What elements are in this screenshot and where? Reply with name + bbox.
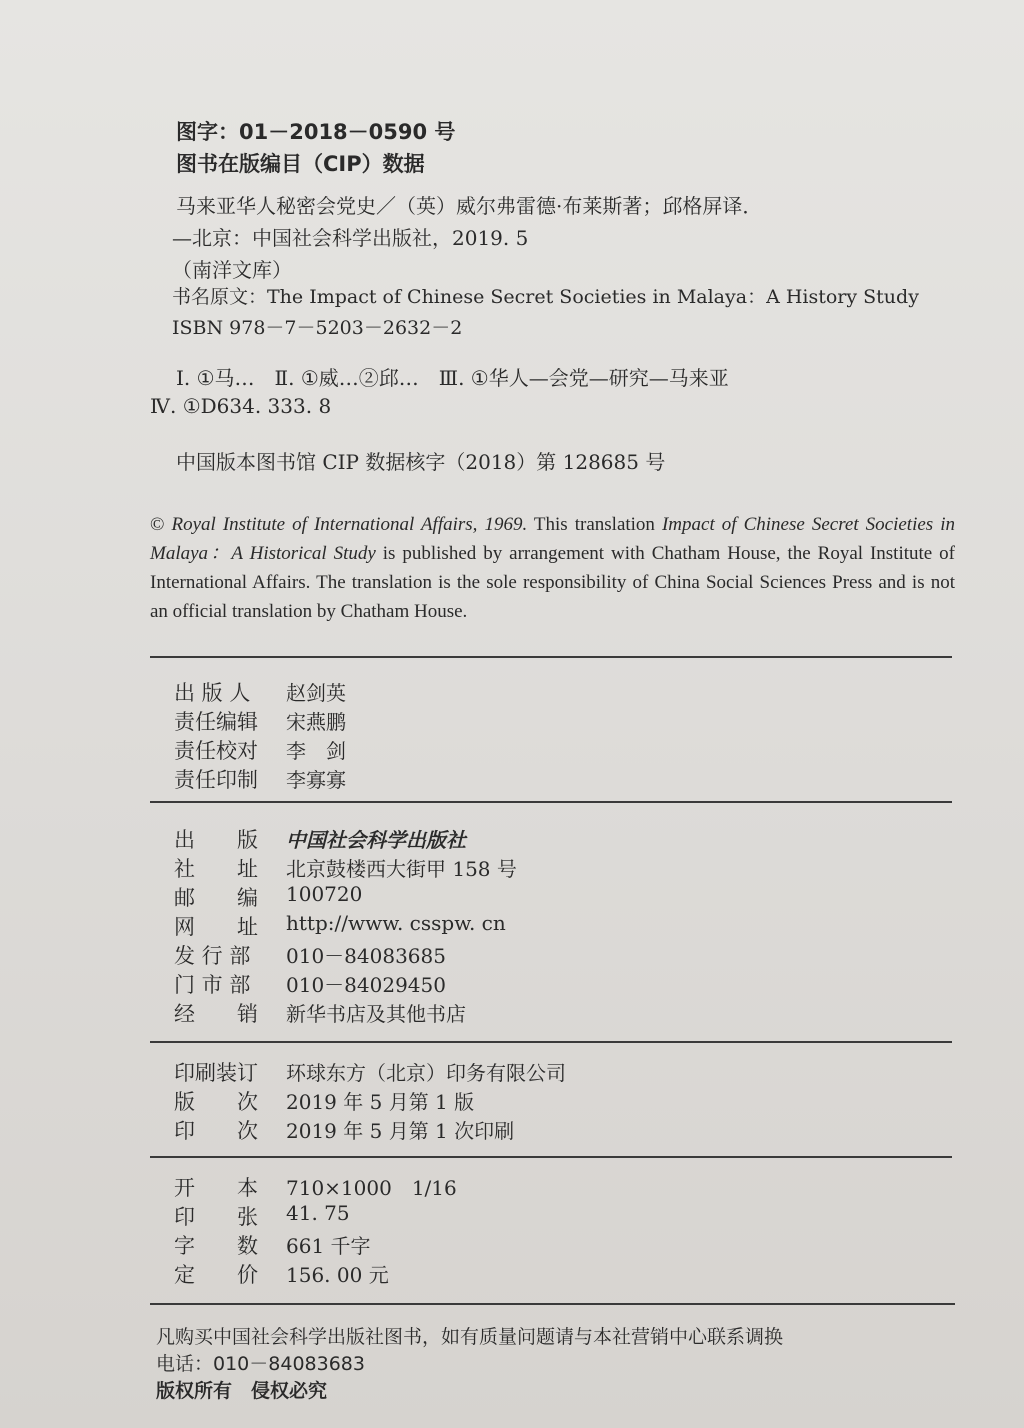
publisher-label: 邮 编 xyxy=(174,886,258,910)
isbn-line: ISBN 978－7－5203－2632－2 xyxy=(172,317,463,339)
copyright-notice xyxy=(150,510,955,626)
publisher-label: 出 版 xyxy=(174,828,258,852)
staff-label: 出 版 人 xyxy=(174,681,251,705)
cip-original-title-line: 书名原文：The Impact of Chinese Secret Societies in Malaya：A History Study xyxy=(172,286,919,308)
spec-label: 开 本 xyxy=(174,1176,258,1200)
divider-1 xyxy=(150,656,952,658)
service-phone: 电话：010－84083683 xyxy=(156,1353,365,1375)
printing-value: 环球东方（北京）印务有限公司 xyxy=(286,1061,566,1085)
divider-2 xyxy=(150,801,952,803)
spec-value: 710×1000 1/16 xyxy=(286,1176,457,1200)
publisher-value: 新华书店及其他书店 xyxy=(286,1002,466,1026)
printing-label: 印刷装订 xyxy=(174,1061,258,1085)
publisher-value: 100720 xyxy=(286,882,363,906)
printing-value: 2019 年 5 月第 1 版 xyxy=(286,1090,475,1114)
cip-series-line: （南洋文库） xyxy=(172,258,292,282)
staff-value: 宋燕鹏 xyxy=(286,710,346,734)
spec-value: 41. 75 xyxy=(286,1201,350,1225)
publisher-label: 社 址 xyxy=(174,857,258,881)
classification-line-1: Ⅰ. ①马… Ⅱ. ①威…②邱… Ⅲ. ①华人—会党—研究—马来亚 xyxy=(176,366,729,390)
cip-publisher-line: —北京：中国社会科学出版社，2019. 5 xyxy=(172,226,529,250)
publisher-label: 经 销 xyxy=(174,1002,258,1026)
publisher-value: 010－84029450 xyxy=(286,973,446,997)
divider-3 xyxy=(150,1041,952,1043)
publisher-website: http://www. csspw. cn xyxy=(286,911,506,935)
staff-label: 责任印制 xyxy=(174,768,258,792)
permit-number: 图字：01－2018－0590 号 xyxy=(176,120,456,144)
publisher-label: 发 行 部 xyxy=(174,944,251,968)
staff-value: 李 剑 xyxy=(286,739,346,763)
staff-label: 责任校对 xyxy=(174,739,258,763)
classification-line-2: Ⅳ. ①D634. 333. 8 xyxy=(150,394,332,418)
spec-label: 定 价 xyxy=(174,1263,258,1287)
rights-reserved: 版权所有 侵权必究 xyxy=(156,1380,328,1402)
cip-verification-line: 中国版本图书馆 CIP 数据核字（2018）第 128685 号 xyxy=(176,450,666,474)
publisher-label: 网 址 xyxy=(174,915,258,939)
spec-value: 661 千字 xyxy=(286,1234,371,1258)
cip-heading: 图书在版编目（CIP）数据 xyxy=(176,152,425,176)
divider-4 xyxy=(150,1156,952,1158)
publisher-value: 北京鼓楼西大街甲 158 号 xyxy=(286,857,517,881)
printing-label: 印 次 xyxy=(174,1119,258,1143)
divider-5 xyxy=(150,1303,955,1305)
spec-value: 156. 00 元 xyxy=(286,1263,389,1287)
quality-notice: 凡购买中国社会科学出版社图书，如有质量问题请与本社营销中心联系调换 xyxy=(156,1326,784,1348)
copyright-holder: Royal Institute of International Affairs xyxy=(171,514,473,535)
printing-label: 版 次 xyxy=(174,1090,258,1114)
copyright-book-title: Impact of Chinese Secret Societies in Malaya：A Historical Study xyxy=(150,514,956,564)
copyright-year: , 1969. xyxy=(472,514,528,535)
spec-label: 印 张 xyxy=(174,1205,258,1229)
cip-title-line: 马来亚华人秘密会党史／（英）威尔弗雷德·布莱斯著；邱格屏译． xyxy=(176,194,763,218)
spec-label: 字 数 xyxy=(174,1234,258,1258)
copyright-text-1: This translation xyxy=(527,514,662,535)
copyright-symbol: © xyxy=(150,514,165,535)
staff-value: 李寡寡 xyxy=(286,768,346,792)
publisher-label: 门 市 部 xyxy=(174,973,251,997)
printing-value: 2019 年 5 月第 1 次印刷 xyxy=(286,1119,515,1143)
publisher-name: 中国社会科学出版社 xyxy=(286,828,466,852)
staff-value: 赵剑英 xyxy=(286,681,346,705)
publisher-value: 010－84083685 xyxy=(286,944,446,968)
copyright-text-2: is published by arrangement with Chatham House, the Royal Institute of International Affairs. The translation is the sole responsibility of China Social Sciences Press and is not an official translation by Chatham House. xyxy=(150,543,955,622)
staff-label: 责任编辑 xyxy=(174,710,258,734)
